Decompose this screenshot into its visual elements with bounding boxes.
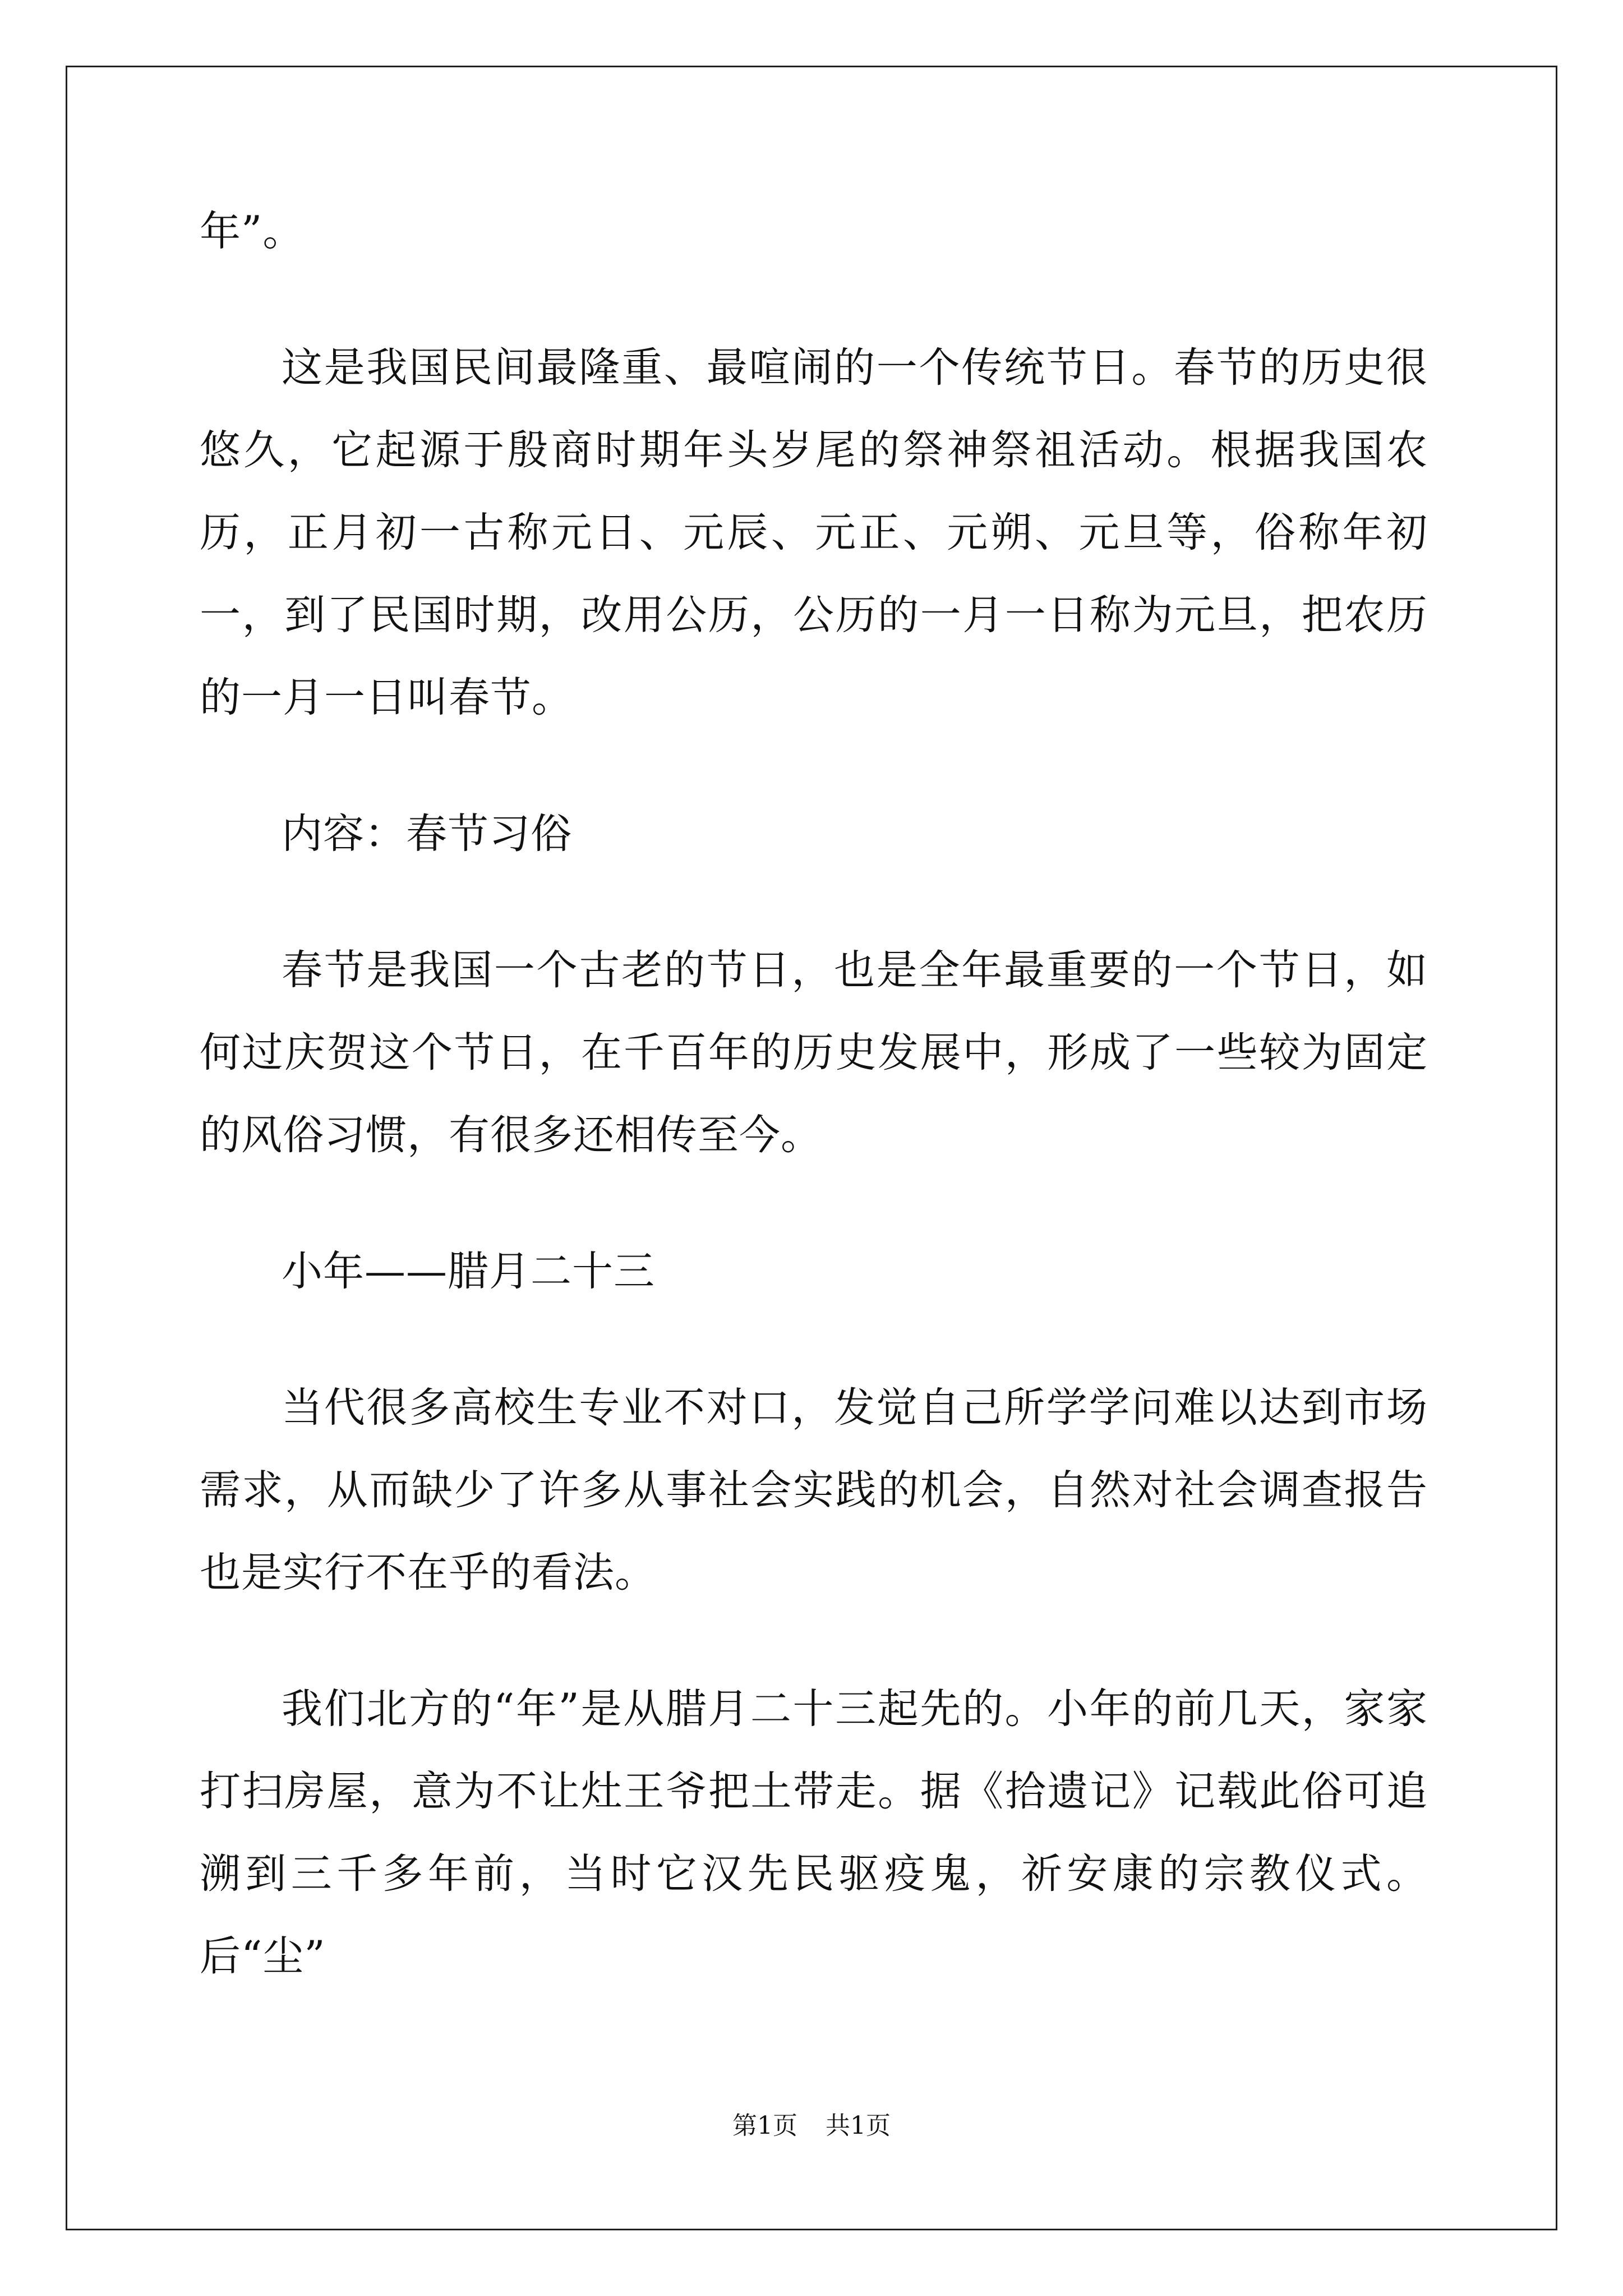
paragraph-northern-new-year: 我们北方的“年”是从腊月二十三起先的。小年的前几天，家家打扫房屋，意为不让灶王爷把土带走。据《拾遗记》记载此俗可追溯到三千多年前，当时它汉先民驱疫鬼，祈安康的宗教仪式。后“尘” (200, 1685, 1428, 1980)
paragraph-continuation: 年”。 (200, 208, 305, 255)
document-body (200, 190, 1428, 1998)
page-footer (0, 2109, 1623, 2143)
paragraph-students: 当代很多高校生专业不对口，发觉自己所学学问难以达到市场需求，从而缺少了许多从事社会实践的机会，自然对社会调查报告也是实行不在乎的看法。 (200, 1384, 1428, 1596)
page-total: 共1页 (826, 2111, 891, 2140)
section-heading-xiaonian: 小年——腊月二十三 (282, 1248, 655, 1295)
section-heading-customs: 内容：春节习俗 (282, 810, 572, 858)
paragraph-spring-festival-history: 这是我国民间最隆重、最喧闹的一个传统节日。春节的历史很悠久，它起源于殷商时期年头岁尾的祭神祭祖活动。根据我国农历，正月初一古称元日、元辰、元正、元朔、元旦等，俗称年初一，到了民国时期，改用公历，公历的一月一日称为元旦，把农历的一月一日叫春节。 (200, 344, 1428, 721)
paragraph-customs-intro: 春节是我国一个古老的节日，也是全年最重要的一个节日，如何过庆贺这个节日，在千百年的历史发展中，形成了一些较为固定的风俗习惯，有很多还相传至今。 (200, 946, 1428, 1159)
page-number: 第1页 (732, 2111, 797, 2140)
